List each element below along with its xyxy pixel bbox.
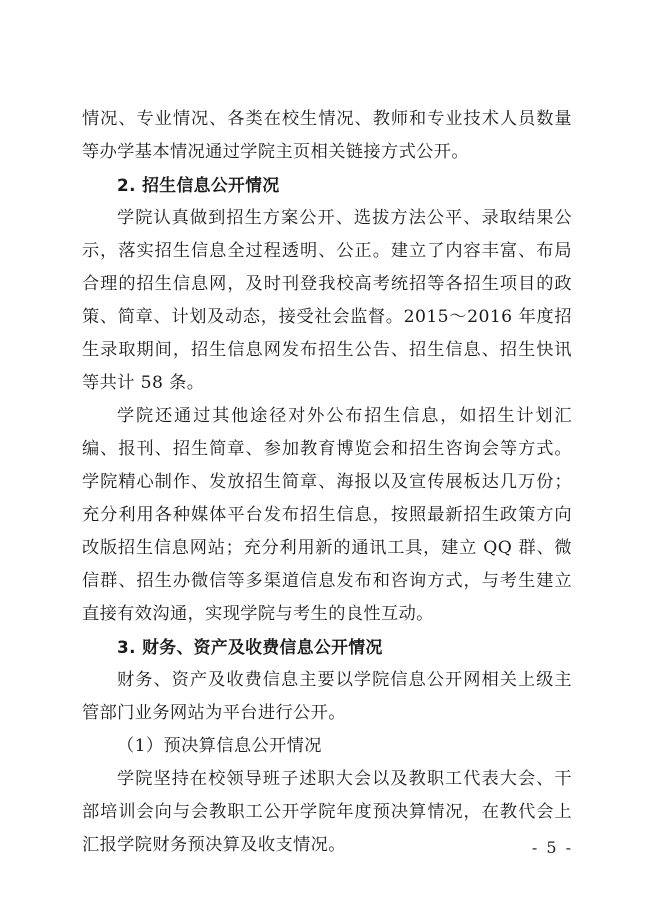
section-heading-finance: 3. 财务、资产及收费信息公开情况 — [117, 637, 383, 657]
section-heading-admissions: 2. 招生信息公开情况 — [117, 175, 280, 195]
paragraph-admissions-channels: 学院还通过其他途径对外公布招生信息，如招生计划汇编、报刊、招生简章、参加教育博览会和招生咨询会等方式。学院精心制作、发放招生简章、海报以及宣传展板达几万份；充分利用各种媒体平台发布招生信息，按照最新招生政策方向改版招生信息网站；充分利用新的通讯工具，建立 QQ 群、微信群、招生办微信等多渠道信息发布和咨询方式，与考生建立直接有效沟通，实现学院与考生的良性互动。 — [82, 406, 572, 624]
subheading-budget: （1）预决算信息公开情况 — [117, 736, 322, 756]
paragraph-admissions-overview: 学院认真做到招生方案公开、选拔方法公平、录取结果公示，落实招生信息全过程透明、公正。建立了内容丰富、布局合理的招生信息网，及时刊登我校高考统招等各招生项目的政策、简章、计划及动态，接受社会监督。2015～2016 年度招生录取期间，招生信息网发布招生公告、招生信息、招生快讯等共计 58 条。 — [82, 208, 572, 393]
paragraph-budget: 学院坚持在校领导班子述职大会以及教职工代表大会、干部培训会向与会教职工公开学院年度预决算情况，在教代会上汇报学院财务预决算及收支情况。 — [82, 769, 572, 855]
paragraph-finance-overview: 财务、资产及收费信息主要以学院信息公开网相关上级主管部门业务网站为平台进行公开。 — [82, 670, 572, 723]
page-number: - 5 - — [531, 838, 573, 857]
paragraph-continuation: 情况、专业情况、各类在校生情况、教师和专业技术人员数量等办学基本情况通过学院主页相关链接方式公开。 — [82, 109, 572, 162]
document-body — [82, 103, 572, 862]
